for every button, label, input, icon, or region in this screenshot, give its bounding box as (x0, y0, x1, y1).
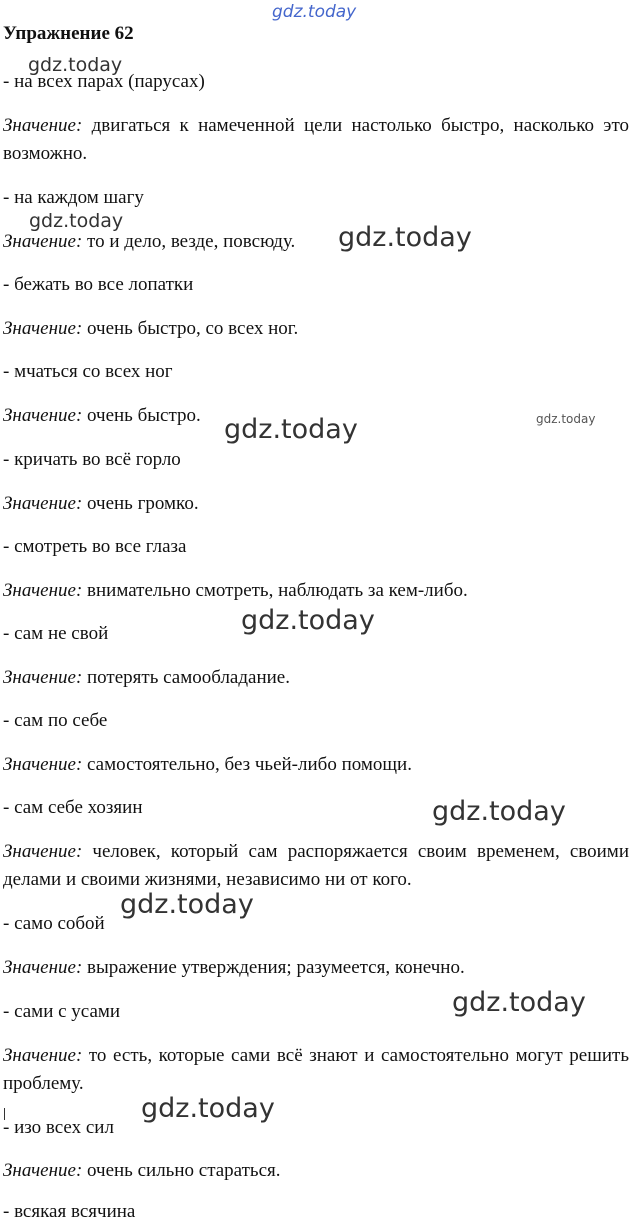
watermark: gdz.today (224, 414, 358, 445)
meaning-text (3, 838, 629, 894)
meaning-text (3, 954, 629, 982)
watermark: gdz.today (29, 210, 124, 232)
phrase-item: - само собой (3, 913, 105, 934)
meaning-text (3, 664, 629, 692)
phrase-item: - кричать во всё горло (3, 449, 181, 470)
meaning-value: внимательно смотреть, наблюдать за кем-либо. (82, 580, 468, 601)
watermark: gdz.today (432, 796, 566, 827)
watermark: gdz.today (536, 412, 596, 426)
meaning-text (3, 751, 629, 779)
phrase-item: - сам по себе (3, 710, 108, 731)
meaning-value: человек, который сам распоряжается своим временем, своими делами и своими жизнями, независимо ни от кого. (3, 841, 629, 890)
meaning-label: Значение: (3, 231, 83, 252)
phrase-item: - сам себе хозяин (3, 797, 143, 818)
meaning-text (3, 228, 629, 256)
meaning-label: Значение: (3, 1160, 83, 1181)
watermark: gdz.today (120, 889, 254, 920)
exercise-title: Упражнение 62 (3, 23, 134, 44)
phrase-item: - мчаться со всех ног (3, 361, 173, 382)
phrase-item: - на всех парах (парусах) (3, 71, 205, 92)
meaning-label: Значение: (3, 580, 83, 601)
phrase-item: - на каждом шагу (3, 187, 144, 208)
phrase-item: - изо всех сил (3, 1117, 114, 1138)
meaning-value: самостоятельно, без чьей-либо помощи. (82, 754, 412, 775)
meaning-label: Значение: (3, 318, 83, 339)
meaning-text (3, 577, 629, 605)
phrase-item: - смотреть во все глаза (3, 536, 187, 557)
meaning-value: очень быстро, со всех ног. (82, 318, 299, 339)
phrase-item: - всякая всячина (3, 1201, 136, 1222)
watermark: gdz.today (141, 1093, 275, 1124)
meaning-text (3, 112, 629, 168)
watermark: gdz.today (338, 222, 472, 253)
watermark: gdz.today (272, 2, 357, 22)
meaning-label: Значение: (3, 841, 83, 862)
meaning-label: Значение: (3, 957, 83, 978)
meaning-value: очень сильно стараться. (82, 1160, 281, 1181)
phrase-item: - сам не свой (3, 623, 109, 644)
meaning-label: Значение: (3, 493, 83, 514)
watermark: gdz.today (241, 605, 375, 636)
meaning-value: двигаться к намеченной цели настолько быстро, насколько это возможно. (3, 115, 629, 164)
meaning-value: выражение утверждения; разумеется, конечно. (82, 957, 465, 978)
meaning-label: Значение: (3, 405, 83, 426)
meaning-text (3, 315, 629, 343)
meaning-label: Значение: (3, 667, 83, 688)
meaning-value: очень громко. (82, 493, 199, 514)
phrase-item: - сами с усами (3, 1001, 121, 1022)
meaning-value: то и дело, везде, повсюду. (82, 231, 296, 252)
meaning-label: Значение: (3, 1045, 83, 1066)
phrase-item: - бежать во все лопатки (3, 274, 194, 295)
meaning-label: Значение: (3, 754, 83, 775)
meaning-text (3, 1042, 629, 1098)
meaning-value: потерять самообладание. (82, 667, 290, 688)
meaning-label: Значение: (3, 115, 83, 136)
watermark: gdz.today (452, 987, 586, 1018)
meaning-text (3, 402, 629, 430)
watermark: gdz.today (28, 54, 123, 76)
meaning-value: то есть, которые сами всё знают и самостоятельно могут решить проблему. (3, 1045, 629, 1094)
meaning-text (3, 1157, 629, 1185)
meaning-value: очень быстро. (82, 405, 201, 426)
meaning-text (3, 490, 629, 518)
